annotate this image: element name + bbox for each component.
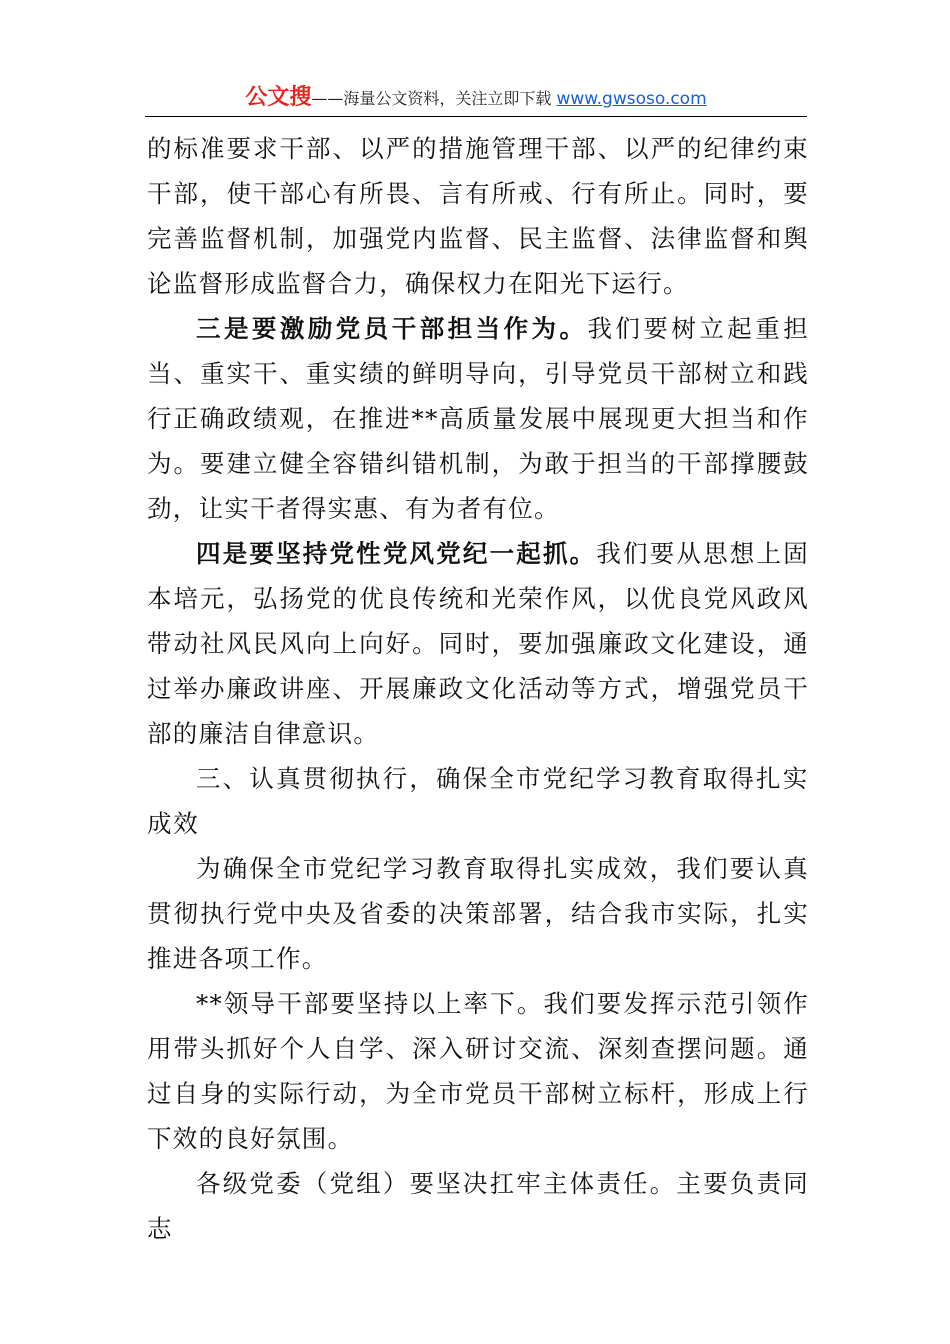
header-brand: 公文搜 <box>245 85 312 110</box>
paragraph-party-committees <box>147 1161 809 1251</box>
document-body <box>147 126 809 1251</box>
paragraph-point-four <box>147 531 809 756</box>
paragraph-intro <box>147 846 809 981</box>
header-url-link[interactable]: www.gwsoso.com <box>556 89 707 109</box>
paragraph-text: 的标准要求干部、以严的措施管理干部、以严的纪律约束干部，使干部心有所畏、言有所戒、行有所止。同时，要完善监督机制，加强党内监督、民主监督、法律监督和舆论监督形成监督合力，确保权力在阳光下运行。 <box>147 134 809 298</box>
paragraph-text: **领导干部要坚持以上率下。我们要发挥示范引领作用带头抓好个人自学、深入研讨交流、深刻查摆问题。通过自身的实际行动，为全市党员干部树立标杆，形成上行下效的良好氛围。 <box>147 989 809 1153</box>
section-heading: 三、认真贯彻执行，确保全市党纪学习教育取得扎实成效 <box>147 764 809 838</box>
document-header <box>145 80 807 117</box>
paragraph-leaders <box>147 981 809 1161</box>
paragraph-point-three <box>147 306 809 531</box>
paragraph-text: 我们要从思想上固本培元，弘扬党的优良传统和光荣作风，以优良党风政风带动社风民风向上向好。同时，要加强廉政文化建设，通过举办廉政讲座、开展廉政文化活动等方式，增强党员干部的廉洁自律意识。 <box>147 539 809 748</box>
header-tagline: ——海量公文资料，关注立即下载 <box>311 89 552 108</box>
paragraph-continuation <box>147 126 809 306</box>
paragraph-text: 为确保全市党纪学习教育取得扎实成效，我们要认真贯彻执行党中央及省委的决策部署，结合我市实际，扎实推进各项工作。 <box>147 854 809 973</box>
paragraph-lead: 三是要激励党员干部担当作为。 <box>196 314 588 343</box>
paragraph-text: 我们要树立起重担当、重实干、重实绩的鲜明导向，引导党员干部树立和践行正确政绩观，在推进**高质量发展中展现更大担当和作为。要建立健全容错纠错机制，为敢于担当的干部撑腰鼓劲，让实干者得实惠、有为者有位。 <box>147 314 809 523</box>
paragraph-lead: 四是要坚持党性党风党纪一起抓。 <box>196 539 597 568</box>
paragraph-text: 各级党委（党组）要坚决扛牢主体责任。主要负责同志 <box>147 1169 809 1243</box>
